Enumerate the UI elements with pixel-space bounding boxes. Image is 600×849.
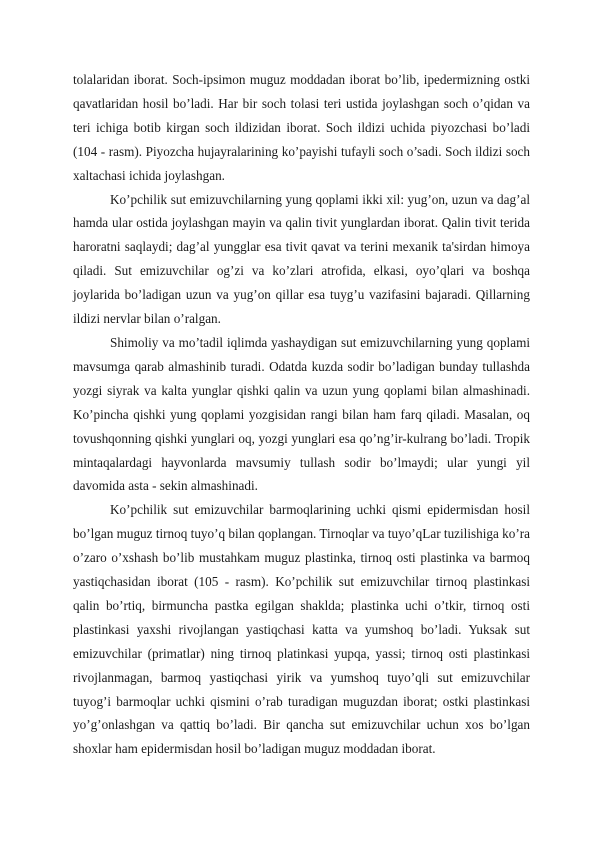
paragraph-1: tolalaridan iborat. Soch-ipsimon muguz moddadan iborat bo’lib, ipedermizning ostki qavatlaridan hosil bo’ladi. Har bir soch tolasi teri ustida joylashgan soch o’qidan va teri ichiga botib kirgan soch ildizidan iborat. Soch ildizi uchida piyozchasi bo’ladi (104 - rasm). Piyozcha hujayralarining ko’payishi tufayli soch o’sadi. Soch ildizi soch xaltachasi ichida joylashgan. <box>73 72 530 183</box>
paragraph-4: Ko’pchilik sut emizuvchilar barmoqlarining uchki qismi epidermisdan hosil bo’lgan muguz tirnoq tuyo’q bilan qoplangan. Tirnoqlar va tuyo’qLar tuzilishiga ko’ra o’zaro o’xshash bo’lib mustahkam muguz plastinka, tirnoq osti plastinka va barmoq yastiqchasidan iborat (105 - rasm). Ko’pchilik sut emizuvchilar tirnoq plastinkasi qalin bo’rtiq, birmuncha pastka egilgan shaklda; plastinka uchi o’tkir, tirnoq osti plastinkasi yaxshi rivojlangan yastiqchasi katta va yumshoq bo’ladi. Yuksak sut emizuvchilar (primatlar) ning tirnoq platinkasi yupqa, yassi; tirnoq osti plastinkasi rivojlanmagan, barmoq yastiqchasi yirik va yumshoq tuyo’qli sut emizuvchilar tuyog’i barmoqlar uchki qismini o’rab turadigan muguzdan iborat; ostki plastinkasi yo’g’onlashgan va qattiq bo’ladi. Bir qancha sut emizuvchilar uchun xos bo’lgan shoxlar ham epidermisdan hosil bo’ladigan muguz moddadan iborat. <box>73 502 530 757</box>
body-text <box>73 68 530 761</box>
paragraph-2: Ko’pchilik sut emizuvchilarning yung qoplami ikki xil: yug’on, uzun va dag’al hamda ular ostida joylashgan mayin va qalin tivit yunglardan iborat. Qalin tivit terida haroratni saqlaydi; dag’al yungglar esa tivit qavat va terini mexanik ta'sirdan himoya qiladi. Sut emizuvchilar og’zi va ko’zlari atrofida, elkasi, oyo’qlari va boshqa joylarida bo’ladigan uzun va yug’on qillar esa tuyg’u vazifasini bajaradi. Qillarning ildizi nervlar bilan o’ralgan. <box>73 191 530 327</box>
paragraph-3: Shimoliy va mo’tadil iqlimda yashaydigan sut emizuvchilarning yung qoplami mavsumga qarab almashinib turadi. Odatda kuzda sodir bo’ladigan bunday tullashda yozgi siyrak va kalta yunglar qishki qalin va uzun yung qoplami bilan almashinadi. Ko’pincha qishki yung qoplami yozgisidan rangi bilan ham farq qiladi. Masalan, oq tovushqonning qishki yunglari oq, yozgi yunglari esa qo’ng’ir-kulrang bo’ladi. Tropik mintaqalardagi hayvonlarda mavsumiy tullash sodir bo’lmaydi; ular yungi yil davomida asta - sekin almashinadi. <box>73 334 530 494</box>
